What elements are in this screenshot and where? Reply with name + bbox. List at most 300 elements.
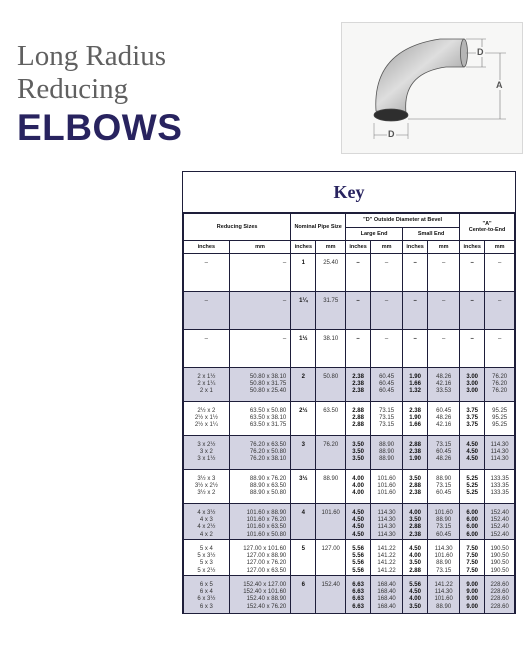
table-cell [229, 436, 291, 470]
cell-line: 60.45 [436, 531, 452, 538]
cell-line: – [204, 298, 208, 304]
header-reducing-sizes: Reducing Sizes [184, 214, 291, 241]
cell-line: – [356, 260, 360, 266]
table-cell [428, 470, 460, 504]
cell-line: 5.56 [352, 567, 364, 574]
cell-line: 60.45 [436, 449, 452, 456]
cell-line: 1½ [299, 336, 308, 342]
table-row [184, 254, 515, 292]
cell-line: – [413, 298, 417, 304]
table-cell [184, 368, 230, 402]
cell-line: 60.45 [379, 388, 395, 395]
cell-line: – [470, 298, 474, 304]
cell-line: 6 x 3½ [197, 596, 216, 603]
cell-line: 4.00 [352, 476, 364, 482]
table-row [184, 470, 515, 504]
cell-line: 76.20 x 38.10 [249, 456, 287, 463]
cell-line: 4 x 2½ [197, 524, 216, 531]
table-cell [291, 436, 316, 470]
table-row [184, 540, 515, 576]
table-cell [229, 470, 291, 504]
cell-line: 168.40 [377, 589, 396, 596]
cell-line: 127.00 x 88.90 [246, 553, 287, 560]
cell-line: 3.50 [352, 442, 364, 448]
table-cell [371, 368, 403, 402]
cell-line: 88.90 [436, 476, 452, 482]
cell-line: – [497, 260, 502, 266]
table-cell [403, 504, 428, 540]
cell-line: 2.38 [409, 531, 421, 538]
cell-line: 190.50 [490, 546, 509, 552]
cell-line: 5.25 [466, 483, 479, 490]
table-cell [460, 402, 485, 436]
cell-line: 2.38 [409, 408, 421, 414]
cell-line: 3½ x 3 [197, 476, 216, 482]
cell-line: 5.56 [409, 582, 421, 588]
cell-line: 114.30 [377, 517, 396, 524]
header-large-end: Large End [346, 227, 403, 241]
cell-line: 114.30 [377, 524, 396, 531]
cell-line: 4.50 [352, 517, 364, 524]
cell-line: 3 x 2½ [197, 442, 216, 448]
dimensions-table [183, 213, 515, 614]
table-cell [346, 330, 371, 368]
cell-line: 50.80 x 31.75 [249, 381, 287, 388]
cell-line: 2.38 [352, 388, 364, 395]
cell-line: 4.00 [409, 596, 421, 603]
table-cell [428, 576, 460, 615]
table-cell [316, 292, 346, 330]
cell-line: 127.00 x 101.60 [243, 546, 287, 552]
cell-line: 3½ x 2½ [194, 483, 218, 490]
cell-line: 2.38 [409, 449, 421, 456]
cell-line: 2½ [299, 408, 308, 414]
table-cell [229, 330, 291, 368]
cell-line: 88.90 [436, 517, 452, 524]
table-cell [346, 540, 371, 576]
table-cell [291, 254, 316, 292]
cell-line: 4.00 [409, 553, 421, 560]
cell-line: 152.40 x 88.90 [246, 596, 287, 603]
table-cell [460, 576, 485, 615]
table-cell [229, 540, 291, 576]
cell-line: 6.00 [466, 531, 479, 538]
cell-line: 88.90 [436, 603, 452, 610]
table-cell [316, 254, 346, 292]
cell-line: 6.63 [352, 603, 364, 610]
cell-line: 101.60 [434, 553, 453, 560]
cell-line: 133.35 [490, 476, 509, 482]
cell-line: 127.00 [321, 546, 340, 552]
table-cell [184, 540, 230, 576]
table-cell [291, 540, 316, 576]
cell-line: – [282, 260, 287, 266]
cell-line: 141.22 [377, 560, 396, 567]
cell-line: 3.50 [409, 603, 421, 610]
cell-line: 4.50 [466, 442, 479, 448]
cell-line: 73.15 [436, 442, 452, 448]
cell-line: 4.00 [409, 510, 421, 516]
unit-mm: mm [229, 241, 291, 254]
cell-line: 168.40 [377, 603, 396, 610]
cell-line: 2.88 [352, 422, 364, 429]
cell-line: 114.30 [377, 531, 396, 538]
table-cell [346, 254, 371, 292]
table-cell [346, 402, 371, 436]
cell-line: 2.88 [409, 442, 421, 448]
cell-line: 3 x 1½ [197, 456, 216, 463]
table-cell [403, 330, 428, 368]
cell-line: 33.53 [436, 388, 452, 395]
cell-line: 4 x 3 [199, 517, 213, 524]
cell-line: 3.50 [352, 456, 364, 463]
table-cell [291, 402, 316, 436]
label-a: A [496, 80, 503, 90]
cell-line: 6.00 [466, 517, 479, 524]
cell-line: 3.50 [409, 517, 421, 524]
table-cell [460, 436, 485, 470]
cell-line: – [413, 336, 417, 342]
cell-line: 152.40 [321, 582, 340, 588]
cell-line: 73.15 [436, 483, 452, 490]
cell-line: 95.25 [492, 408, 508, 414]
table-cell [346, 504, 371, 540]
cell-line: – [470, 260, 474, 266]
table-cell [428, 402, 460, 436]
table-cell [184, 470, 230, 504]
table-cell [428, 254, 460, 292]
cell-line: 114.30 [434, 589, 453, 596]
cell-line: 114.30 [490, 456, 509, 463]
cell-line: – [384, 298, 389, 304]
cell-line: 5 [301, 546, 305, 552]
cell-line: 3.50 [409, 476, 421, 482]
table-cell [460, 540, 485, 576]
cell-line: 4.00 [352, 483, 364, 490]
cell-line: 4.00 [352, 490, 364, 497]
table-body [184, 254, 515, 615]
cell-line: 5.25 [466, 490, 479, 497]
cell-line: 42.16 [436, 422, 452, 429]
cell-line: 60.45 [379, 374, 395, 380]
cell-line: 1.90 [409, 456, 421, 463]
cell-line: 1 [301, 260, 305, 266]
header-a: "A" [482, 221, 492, 227]
cell-line: 4 [301, 510, 305, 516]
title-line-1: Long Radius [17, 40, 167, 72]
cell-line: 190.50 [490, 553, 509, 560]
unit-inches: inches [346, 241, 371, 254]
table-cell [229, 254, 291, 292]
cell-line: 2.88 [352, 408, 364, 414]
cell-line: – [282, 336, 287, 342]
cell-line: 168.40 [377, 596, 396, 603]
cell-line: 1.90 [409, 374, 421, 380]
cell-line: 228.60 [490, 589, 509, 596]
unit-mm: mm [428, 241, 460, 254]
cell-line: 60.45 [379, 381, 395, 388]
unit-inches: inches [291, 241, 316, 254]
cell-line: 4.50 [409, 546, 421, 552]
table-cell [291, 470, 316, 504]
cell-line: 141.22 [377, 546, 396, 552]
cell-line: 2.88 [352, 415, 364, 422]
label-d-small: D [477, 47, 484, 57]
table-cell [371, 540, 403, 576]
cell-line: 9.00 [466, 603, 479, 610]
cell-line: 2 [301, 374, 305, 380]
table-row [184, 436, 515, 470]
table-cell [403, 470, 428, 504]
cell-line: 60.45 [436, 408, 452, 414]
cell-line: 63.50 x 38.10 [249, 415, 287, 422]
table-cell [403, 254, 428, 292]
table-cell [316, 402, 346, 436]
cell-line: 3 [301, 442, 305, 448]
cell-line: 3½ x 2 [197, 490, 216, 497]
cell-line: 1¼ [299, 298, 308, 304]
table-cell [184, 254, 230, 292]
table-row [184, 504, 515, 540]
cell-line: – [441, 298, 446, 304]
cell-line: 127.00 x 63.50 [246, 567, 287, 574]
cell-line: 88.90 [323, 476, 339, 482]
table-cell [184, 504, 230, 540]
cell-line: 5 x 3 [199, 560, 213, 567]
cell-line: 48.26 [436, 374, 452, 380]
cell-line: 6.00 [466, 510, 479, 516]
cell-line: 2.88 [409, 524, 421, 531]
cell-line: 76.20 x 63.50 [249, 442, 287, 448]
cell-line: 50.80 x 25.40 [249, 388, 287, 395]
table-row [184, 292, 515, 330]
table-cell [460, 470, 485, 504]
cell-line: 88.90 [379, 456, 395, 463]
cell-line: 25.40 [323, 260, 339, 266]
cell-line: – [384, 336, 389, 342]
table-cell [184, 436, 230, 470]
cell-line: 2.38 [409, 490, 421, 497]
cell-line: 4.50 [352, 531, 364, 538]
cell-line: – [497, 336, 502, 342]
table-cell [371, 470, 403, 504]
title-elbows: ELBOWS [17, 107, 183, 148]
cell-line: 6 [301, 582, 305, 588]
cell-line: 114.30 [490, 442, 509, 448]
cell-line: 76.20 [492, 388, 508, 395]
table-cell [316, 436, 346, 470]
cell-line: 4 x 3½ [197, 510, 216, 516]
cell-line: 3.00 [466, 374, 479, 380]
table-cell [184, 576, 230, 615]
table-cell [460, 330, 485, 368]
table-cell [291, 368, 316, 402]
table-cell [460, 368, 485, 402]
table-cell [229, 292, 291, 330]
cell-line: 127.00 x 76.20 [246, 560, 287, 567]
cell-line: 4.50 [352, 524, 364, 531]
cell-line: 101.60 [377, 490, 396, 497]
table-cell [428, 540, 460, 576]
table-cell [485, 540, 515, 576]
header-center-to-end [460, 214, 515, 241]
cell-line: 101.60 x 50.80 [246, 531, 287, 538]
cell-line: 9.00 [466, 596, 479, 603]
cell-line: 76.20 [492, 374, 508, 380]
cell-line: 141.22 [377, 567, 396, 574]
table-cell [316, 576, 346, 615]
cell-line: 2½ x 1¼ [194, 422, 218, 429]
table-cell [184, 330, 230, 368]
cell-line: – [441, 336, 446, 342]
table-cell [485, 436, 515, 470]
table-cell [460, 504, 485, 540]
cell-line: 1.90 [409, 415, 421, 422]
cell-line: 190.50 [490, 567, 509, 574]
cell-line: 190.50 [490, 560, 509, 567]
cell-line: – [282, 298, 287, 304]
cell-line: 5 x 2½ [197, 567, 216, 574]
table-cell [485, 402, 515, 436]
cell-line: 2 x 1½ [197, 374, 216, 380]
table-cell [184, 402, 230, 436]
cell-line: 5 x 4 [199, 546, 213, 552]
table-cell [229, 368, 291, 402]
table-cell [346, 292, 371, 330]
table-cell [291, 504, 316, 540]
cell-line: 5 x 3½ [197, 553, 216, 560]
cell-line: 1.32 [409, 388, 421, 395]
cell-line: 4.50 [466, 449, 479, 456]
cell-line: 3 x 2 [199, 449, 213, 456]
table-cell [371, 436, 403, 470]
elbow-drawing [341, 22, 523, 154]
table-cell [316, 470, 346, 504]
table-cell [428, 368, 460, 402]
cell-line: 228.60 [490, 582, 509, 588]
cell-line: 6.63 [352, 582, 364, 588]
table-cell [316, 540, 346, 576]
cell-line: – [441, 260, 446, 266]
cell-line: 3.50 [352, 449, 364, 456]
cell-line: 101.60 [377, 483, 396, 490]
table-cell [485, 254, 515, 292]
cell-line: 101.60 x 76.20 [246, 517, 287, 524]
cell-line: 2½ x 2 [197, 408, 216, 414]
cell-line: 5.56 [352, 546, 364, 552]
cell-line: 3.75 [466, 408, 479, 414]
cell-line: 3.75 [466, 422, 479, 429]
cell-line: 152.40 [490, 517, 509, 524]
cell-line: 2.88 [409, 567, 421, 574]
cell-line: 7.50 [466, 567, 479, 574]
cell-line: 63.50 x 31.75 [249, 422, 287, 429]
table-cell [346, 368, 371, 402]
cell-line: 1.66 [409, 381, 421, 388]
table-cell [485, 576, 515, 615]
table-cell [316, 504, 346, 540]
cell-line: 141.22 [434, 582, 453, 588]
cell-line: 88.90 [436, 560, 452, 567]
cell-line: 42.16 [436, 381, 452, 388]
cell-line: 6.63 [352, 589, 364, 596]
table-cell [403, 576, 428, 615]
cell-line: – [384, 260, 389, 266]
cell-line: 101.60 x 63.50 [246, 524, 287, 531]
cell-line: 5.56 [352, 560, 364, 567]
table-cell [460, 292, 485, 330]
table-cell [371, 292, 403, 330]
table-cell [485, 504, 515, 540]
header-outside-diameter: "D" Outside Diameter at Bevel [346, 214, 460, 228]
cell-line: 3.00 [466, 381, 479, 388]
cell-line: 168.40 [377, 582, 396, 588]
cell-line: 95.25 [492, 422, 508, 429]
cell-line: 6 x 3 [199, 603, 213, 610]
cell-line: 152.40 [490, 531, 509, 538]
label-d-large: D [388, 129, 395, 139]
table-cell [403, 402, 428, 436]
cell-line: 5.25 [466, 476, 479, 482]
cell-line: 88.90 x 50.80 [249, 490, 287, 497]
table-cell [485, 292, 515, 330]
cell-line: 76.20 x 50.80 [249, 449, 287, 456]
table-cell [403, 436, 428, 470]
table-cell [371, 330, 403, 368]
unit-inches: inches [460, 241, 485, 254]
cell-line: 73.15 [436, 567, 452, 574]
cell-line: 31.75 [323, 298, 339, 304]
cell-line: – [204, 260, 208, 266]
table-cell [485, 470, 515, 504]
table-cell [428, 292, 460, 330]
cell-line: 101.60 [434, 510, 453, 516]
unit-mm: mm [316, 241, 346, 254]
cell-line: 133.35 [490, 490, 509, 497]
cell-line: 152.40 [490, 524, 509, 531]
cell-line: – [497, 298, 502, 304]
cell-line: 152.40 x 101.60 [243, 589, 287, 596]
cell-line: 4.50 [466, 456, 479, 463]
table-cell [346, 576, 371, 615]
cell-line: 101.60 [434, 596, 453, 603]
cell-line: 60.45 [436, 490, 452, 497]
table-cell [229, 504, 291, 540]
unit-mm: mm [485, 241, 515, 254]
cell-line: 6.00 [466, 524, 479, 531]
cell-line: 3.00 [466, 388, 479, 395]
cell-line: 4 x 2 [199, 531, 213, 538]
header-center-to-end-label: Center-to-End [468, 227, 506, 233]
table-cell [460, 254, 485, 292]
cell-line: 152.40 [490, 510, 509, 516]
table-cell [316, 330, 346, 368]
table-cell [371, 504, 403, 540]
table-row [184, 576, 515, 615]
cell-line: 73.15 [379, 422, 395, 429]
cell-line: 5.56 [352, 553, 364, 560]
title-line-2: Reducing [17, 73, 129, 105]
cell-line: 1.66 [409, 422, 421, 429]
cell-line: 4.50 [409, 589, 421, 596]
cell-line: 152.40 x 127.00 [243, 582, 287, 588]
header-nominal-pipe-size: Nominal Pipe Size [291, 214, 346, 241]
cell-line: 76.20 [492, 381, 508, 388]
table-row [184, 402, 515, 436]
cell-line: 7.50 [466, 560, 479, 567]
table-cell [428, 504, 460, 540]
cell-line: 88.90 [379, 442, 395, 448]
